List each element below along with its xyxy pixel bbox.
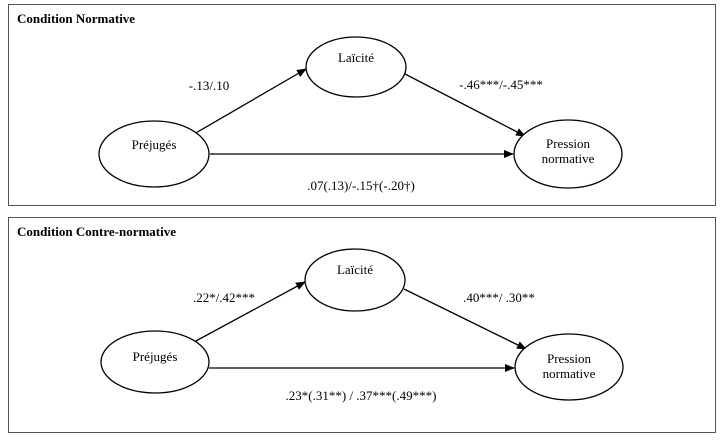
node-pression-line2: normative	[542, 366, 596, 381]
node-pression-normative	[514, 120, 622, 188]
node-laicite-label: Laïcité	[336, 262, 374, 277]
node-pression-line2: normative	[541, 151, 595, 166]
panel-condition-contre-normative	[8, 217, 716, 433]
path-c-label: .07(.13)/-.15†(-.20†)	[307, 178, 415, 193]
node-laicite	[305, 249, 405, 311]
panel-title: Condition Contre-normative	[17, 224, 177, 239]
mediation-diagram	[9, 5, 714, 204]
panel-title: Condition Normative	[17, 11, 136, 26]
path-b-label: .40***/ .30**	[463, 290, 535, 305]
node-prejuges	[99, 121, 209, 187]
node-pression-normative	[515, 334, 623, 400]
path-c-label: .23*(.31**) / .37***(.49***)	[285, 388, 437, 403]
node-laicite	[306, 37, 406, 97]
node-pression-line1: Pression	[546, 351, 592, 366]
path-a-label: -.13/.10	[188, 78, 230, 93]
node-prejuges-label: Préjugés	[131, 137, 177, 152]
node-laicite-label: Laïcité	[337, 50, 375, 65]
node-prejuges-label: Préjugés	[132, 349, 178, 364]
node-prejuges	[101, 331, 209, 393]
panel-condition-normative	[8, 4, 716, 206]
path-b-label: -.46***/-.45***	[459, 77, 543, 92]
path-a-label: .22*/.42***	[192, 290, 256, 305]
mediation-diagram	[9, 218, 714, 431]
node-pression-line1: Pression	[545, 136, 591, 151]
